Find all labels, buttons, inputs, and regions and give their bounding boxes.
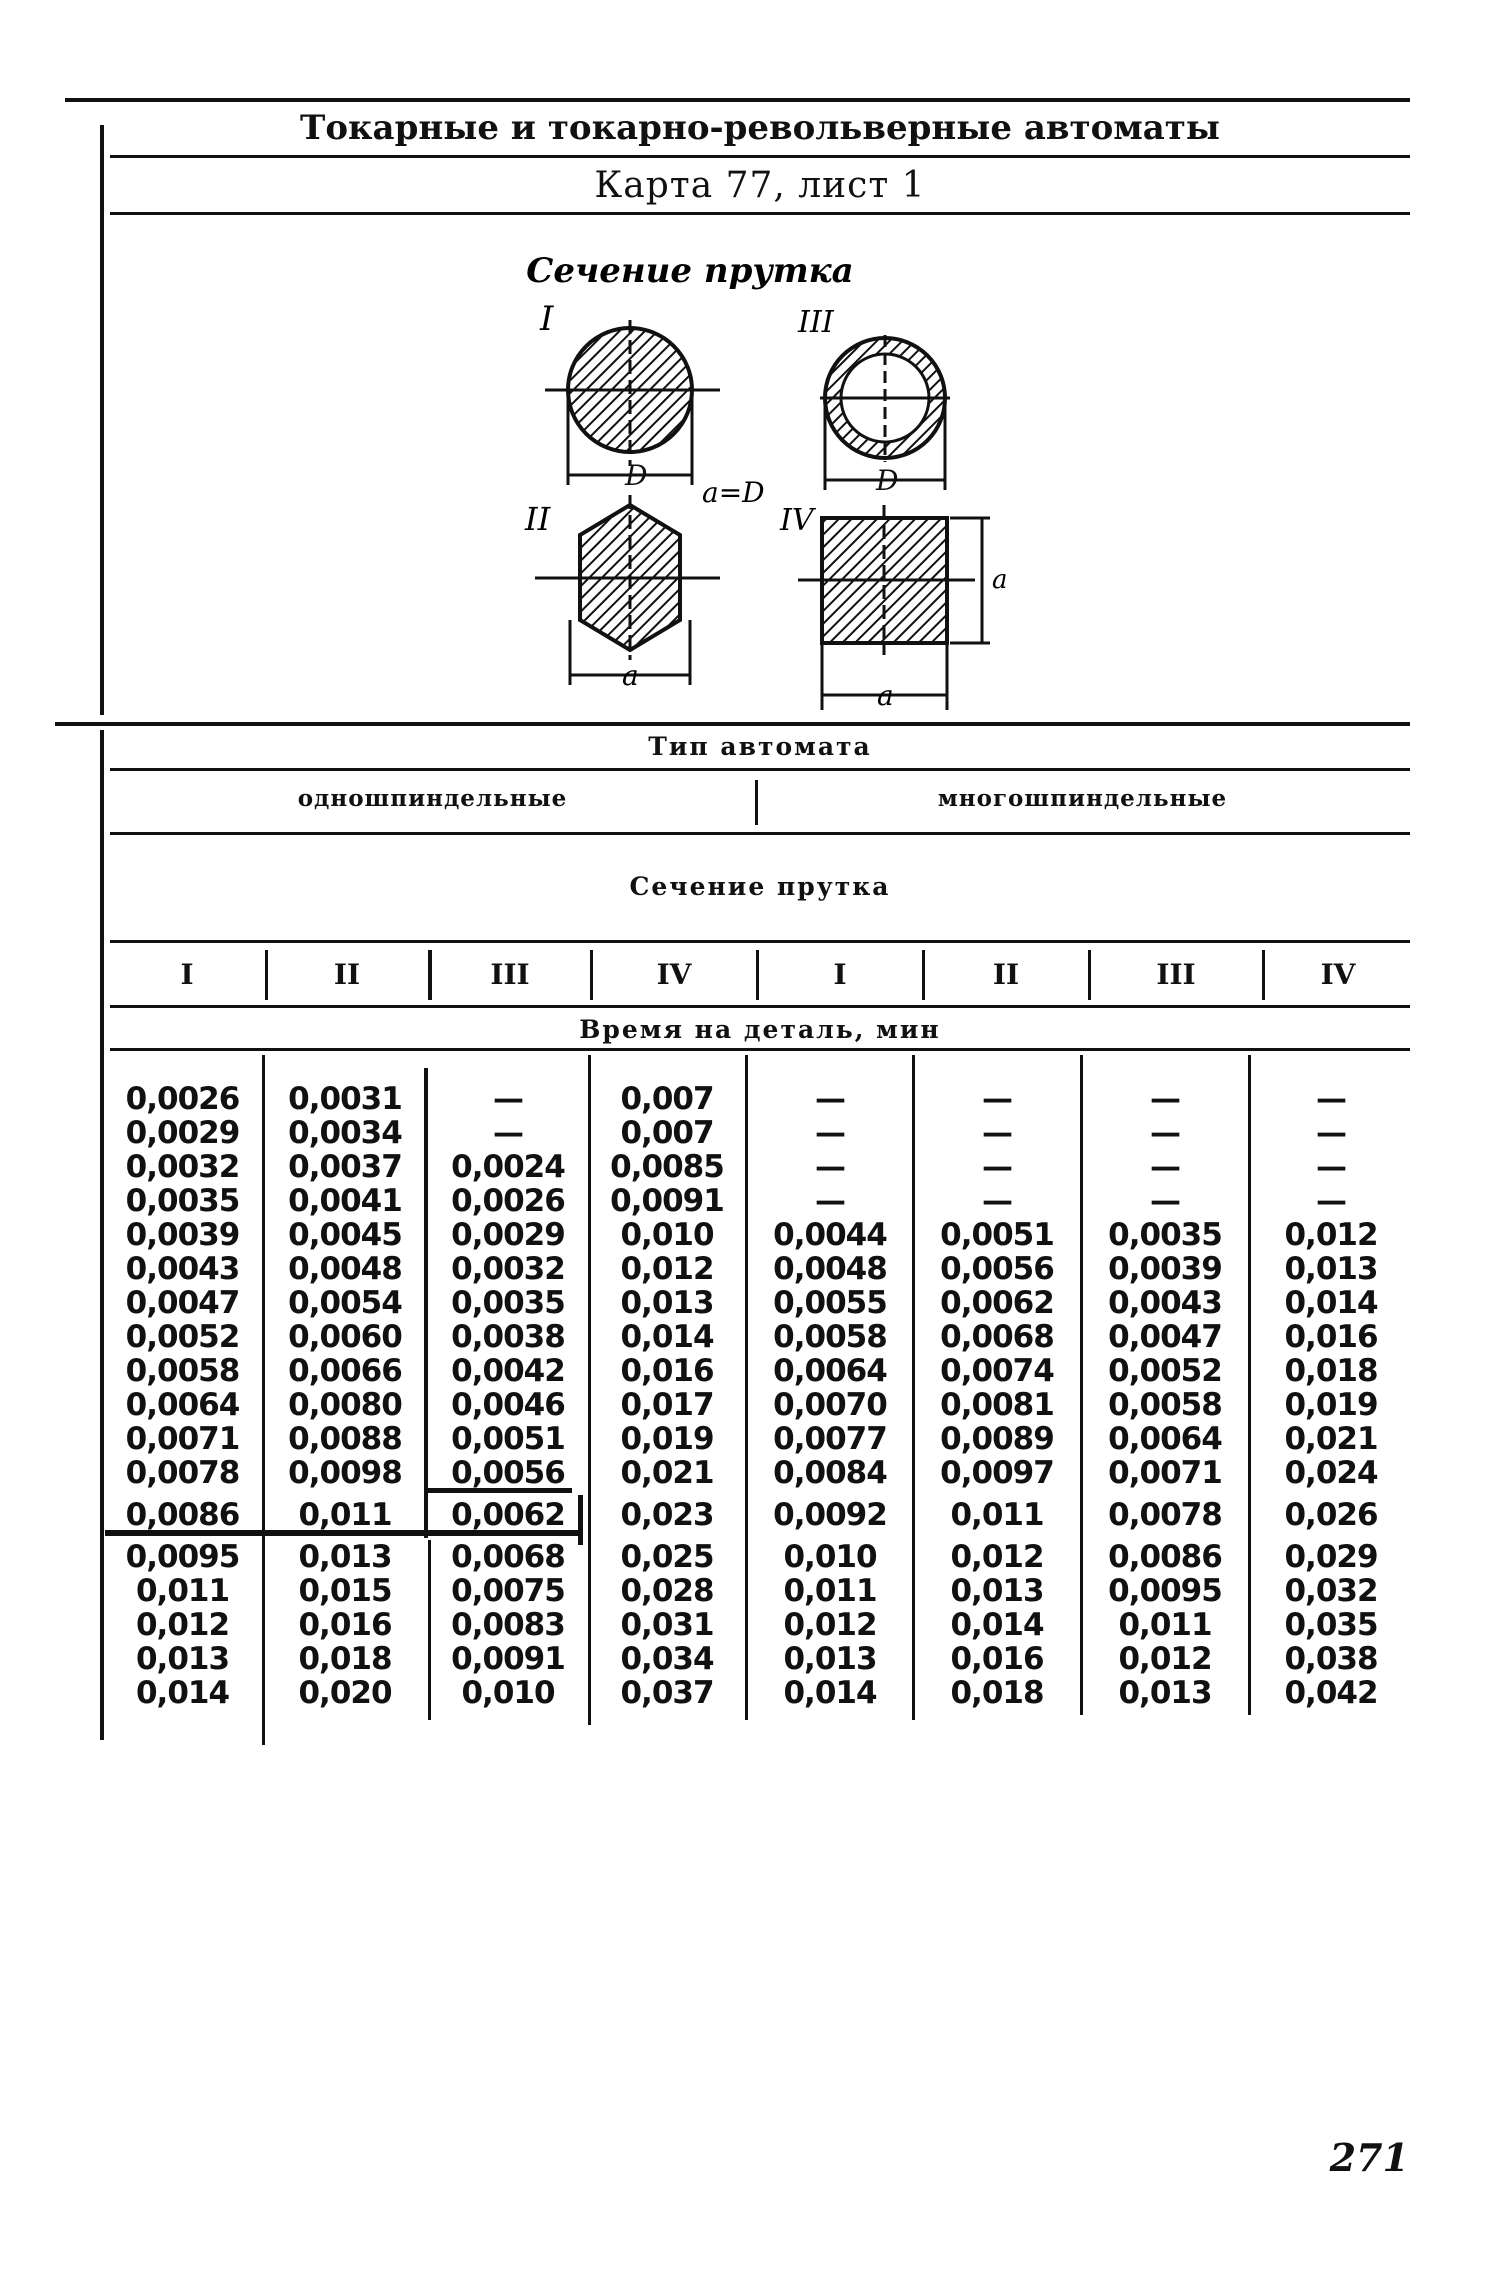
- table-cell: 0,0024: [451, 1149, 565, 1185]
- label-a2: a: [992, 565, 1008, 595]
- body-divider-1: [262, 1055, 265, 1745]
- table-cell: —: [1316, 1183, 1346, 1219]
- data-column-8: [1252, 1082, 1410, 1710]
- table-cell: 0,0035: [125, 1183, 240, 1219]
- left-frame-top: [100, 125, 104, 715]
- table-cell: 0,0080: [288, 1387, 402, 1423]
- top-rule: [65, 98, 1410, 102]
- table-cell: 0,0075: [451, 1573, 565, 1609]
- table-cell: 0,013: [135, 1641, 230, 1677]
- left-frame-bottom: [100, 730, 104, 1740]
- data-column-2: [266, 1082, 424, 1710]
- data-column-4: [592, 1082, 742, 1710]
- table-cell: 0,024: [1284, 1455, 1378, 1491]
- body-divider-4: [745, 1055, 748, 1720]
- single-spindle-heading: одношпиндельные: [297, 785, 568, 812]
- table-cell: 0,0032: [125, 1149, 240, 1185]
- table-cell: 0,0083: [451, 1607, 565, 1643]
- table-cell: 0,0029: [125, 1115, 240, 1151]
- table-cell: 0,0048: [773, 1251, 887, 1287]
- table-cell: 0,014: [1284, 1285, 1378, 1321]
- table-cell: 0,018: [1284, 1353, 1378, 1389]
- table-cell: 0,0034: [288, 1115, 402, 1151]
- table-cell: 0,0056: [940, 1251, 1054, 1287]
- body-divider-5: [912, 1055, 915, 1720]
- data-column-7: [1084, 1082, 1246, 1710]
- table-cell: 0,0091: [610, 1183, 724, 1219]
- table-cell: 0,0026: [451, 1183, 565, 1219]
- table-cell: 0,015: [298, 1573, 392, 1609]
- card-rule: [110, 212, 1410, 215]
- group-rule: [110, 832, 1410, 835]
- table-cell: 0,012: [1284, 1217, 1378, 1253]
- table-cell: 0,0084: [773, 1455, 887, 1491]
- table-cell: 0,0026: [125, 1081, 240, 1117]
- table-cell: —: [1316, 1149, 1346, 1185]
- table-cell: 0,0051: [940, 1217, 1054, 1253]
- machine-type-heading: Тип автомата: [648, 732, 872, 761]
- table-cell: 0,0035: [451, 1285, 565, 1321]
- label-D2: D: [876, 464, 899, 497]
- table-cell: 0,0035: [1108, 1217, 1222, 1253]
- page-number: 271: [1329, 2135, 1409, 2180]
- table-cell: —: [1316, 1115, 1346, 1151]
- table-cell: 0,0031: [288, 1081, 402, 1117]
- table-cell: 0,032: [1284, 1573, 1378, 1609]
- table-cell: 0,0070: [773, 1387, 887, 1423]
- table-cell: 0,0074: [940, 1353, 1054, 1389]
- bar-section-heading: Сечение прутка: [629, 872, 891, 901]
- table-cell: 0,0052: [1108, 1353, 1222, 1389]
- table-cell: 0,0089: [940, 1421, 1054, 1457]
- body-divider-2: [424, 1068, 428, 1538]
- table-cell: 0,0064: [773, 1353, 887, 1389]
- label-a1: a: [622, 659, 639, 692]
- table-cell: 0,0066: [288, 1353, 402, 1389]
- table-cell: 0,031: [620, 1607, 714, 1643]
- table-cell: 0,017: [620, 1387, 714, 1423]
- table-cell: 0,0029: [451, 1217, 565, 1253]
- table-cell: 0,0060: [288, 1319, 402, 1355]
- table-cell: 0,023: [620, 1497, 714, 1533]
- label-II: II: [525, 500, 551, 538]
- table-cell: 0,0071: [1108, 1455, 1222, 1491]
- head-divider-5: [922, 950, 925, 1000]
- table-cell: 0,0045: [288, 1217, 402, 1253]
- table-cell: 0,0085: [610, 1149, 724, 1185]
- table-cell: —: [982, 1183, 1012, 1219]
- diagram-bottom-rule: [55, 722, 1410, 726]
- table-cell: 0,0042: [451, 1353, 565, 1389]
- table-cell: 0,0044: [773, 1217, 887, 1253]
- table-cell: —: [1150, 1081, 1180, 1117]
- table-cell: 0,0047: [1108, 1319, 1222, 1355]
- label-a-eq-D: a=D: [702, 476, 765, 509]
- table-cell: —: [982, 1149, 1012, 1185]
- table-cell: 0,0078: [125, 1455, 240, 1491]
- label-I: I: [540, 299, 554, 339]
- table-cell: —: [815, 1183, 845, 1219]
- table-cell: 0,0058: [1108, 1387, 1222, 1423]
- table-cell: 0,037: [620, 1675, 714, 1711]
- table-cell: 0,014: [620, 1319, 714, 1355]
- table-cell: 0,0062: [451, 1497, 565, 1533]
- table-cell: —: [815, 1149, 845, 1185]
- table-cell: —: [493, 1081, 523, 1117]
- table-cell: 0,0038: [451, 1319, 565, 1355]
- group-divider: [755, 780, 758, 825]
- diagram-caption: Сечение прутка: [526, 251, 854, 291]
- bar-section-diagram: [480, 240, 1040, 720]
- title-rule: [110, 155, 1410, 158]
- table-cell: 0,0046: [451, 1387, 565, 1423]
- table-cell: 0,0062: [940, 1285, 1054, 1321]
- table-cell: 0,0041: [288, 1183, 402, 1219]
- table-cell: 0,011: [783, 1573, 877, 1609]
- table-cell: 0,013: [620, 1285, 714, 1321]
- table-cell: 0,0098: [288, 1455, 402, 1491]
- label-IV: IV: [780, 503, 814, 538]
- table-cell: 0,010: [620, 1217, 714, 1253]
- table-cell: 0,016: [950, 1641, 1044, 1677]
- table-cell: 0,0095: [125, 1539, 240, 1575]
- head-divider-3: [590, 950, 593, 1000]
- table-cell: 0,0081: [940, 1387, 1054, 1423]
- col-header-4: IV: [656, 958, 692, 991]
- table-cell: —: [815, 1081, 845, 1117]
- body-divider-3: [588, 1055, 591, 1725]
- table-cell: 0,029: [1284, 1539, 1378, 1575]
- table-cell: 0,0071: [125, 1421, 240, 1457]
- table-cell: —: [1316, 1081, 1346, 1117]
- type-rule: [110, 768, 1410, 771]
- col-header-3: III: [490, 958, 530, 991]
- data-column-1: [105, 1082, 260, 1710]
- table-cell: 0,013: [1118, 1675, 1212, 1711]
- table-cell: 0,012: [135, 1607, 230, 1643]
- table-cell: —: [982, 1115, 1012, 1151]
- label-D1: D: [625, 459, 648, 492]
- table-cell: 0,0054: [288, 1285, 402, 1321]
- table-cell: 0,007: [620, 1081, 714, 1117]
- col-header-rule: [110, 1005, 1410, 1008]
- table-cell: 0,012: [620, 1251, 714, 1287]
- table-cell: 0,011: [950, 1497, 1044, 1533]
- table-cell: 0,0095: [1108, 1573, 1222, 1609]
- table-cell: 0,0068: [451, 1539, 565, 1575]
- head-divider-2: [428, 950, 432, 1000]
- col-header-6: II: [992, 958, 1020, 991]
- table-cell: 0,020: [298, 1675, 392, 1711]
- head-divider-1: [265, 950, 268, 1000]
- table-cell: 0,042: [1284, 1675, 1378, 1711]
- table-cell: 0,035: [1284, 1607, 1378, 1643]
- table-cell: 0,0077: [773, 1421, 887, 1457]
- data-column-3: [430, 1082, 586, 1710]
- table-cell: 0,012: [1118, 1641, 1212, 1677]
- table-cell: 0,018: [298, 1641, 392, 1677]
- head-divider-6: [1088, 950, 1091, 1000]
- table-cell: 0,0078: [1108, 1497, 1222, 1533]
- table-cell: 0,007: [620, 1115, 714, 1151]
- table-cell: 0,012: [783, 1607, 877, 1643]
- table-cell: 0,0037: [288, 1149, 402, 1185]
- table-cell: 0,018: [950, 1675, 1044, 1711]
- table-cell: 0,0048: [288, 1251, 402, 1287]
- data-column-5: [750, 1082, 910, 1710]
- table-cell: 0,0043: [125, 1251, 240, 1287]
- col-header-8: IV: [1320, 958, 1356, 991]
- time-per-part-heading: Время на деталь, мин: [579, 1015, 941, 1044]
- body-divider-6: [1080, 1055, 1083, 1715]
- section-tube: [797, 305, 950, 497]
- table-cell: 0,013: [783, 1641, 877, 1677]
- table-cell: 0,016: [298, 1607, 392, 1643]
- table-cell: 0,0086: [125, 1497, 240, 1533]
- head-divider-7: [1262, 950, 1265, 1000]
- table-cell: 0,019: [1284, 1387, 1378, 1423]
- page-title: Токарные и токарно-револьверные автоматы: [300, 108, 1220, 148]
- table-cell: 0,010: [461, 1675, 555, 1711]
- table-cell: 0,013: [1284, 1251, 1378, 1287]
- table-cell: —: [815, 1115, 845, 1151]
- label-a3: a: [877, 679, 894, 712]
- card-label: Карта 77, лист 1: [594, 165, 926, 206]
- table-cell: 0,0058: [773, 1319, 887, 1355]
- table-cell: 0,014: [783, 1675, 877, 1711]
- table-cell: 0,0091: [451, 1641, 565, 1677]
- data-column-6: [916, 1082, 1078, 1710]
- table-cell: 0,0088: [288, 1421, 402, 1457]
- table-cell: 0,0039: [125, 1217, 240, 1253]
- table-cell: 0,010: [783, 1539, 877, 1575]
- col-header-1: I: [180, 958, 194, 991]
- body-divider-7: [1248, 1055, 1251, 1715]
- col-header-7: III: [1156, 958, 1196, 991]
- table-cell: 0,016: [620, 1353, 714, 1389]
- table-cell: 0,0039: [1108, 1251, 1222, 1287]
- table-cell: 0,0056: [451, 1455, 565, 1491]
- table-cell: 0,0032: [451, 1251, 565, 1287]
- table-cell: 0,025: [620, 1539, 714, 1575]
- table-cell: —: [1150, 1183, 1180, 1219]
- table-cell: 0,0097: [940, 1455, 1054, 1491]
- table-cell: 0,0043: [1108, 1285, 1222, 1321]
- multi-spindle-heading: многошпиндельные: [937, 785, 1228, 812]
- table-cell: 0,013: [950, 1573, 1044, 1609]
- table-cell: —: [982, 1081, 1012, 1117]
- section-square: [779, 503, 1008, 712]
- table-cell: —: [493, 1115, 523, 1151]
- col-header-2: II: [333, 958, 361, 991]
- col-header-5: I: [833, 958, 847, 991]
- table-cell: 0,021: [620, 1455, 714, 1491]
- time-rule: [110, 1048, 1410, 1051]
- table-cell: 0,0058: [125, 1353, 240, 1389]
- table-cell: 0,016: [1284, 1319, 1378, 1355]
- table-cell: 0,021: [1284, 1421, 1378, 1457]
- table-cell: 0,0055: [773, 1285, 887, 1321]
- table-cell: 0,012: [950, 1539, 1044, 1575]
- section-rule: [110, 940, 1410, 943]
- section-round-solid: [539, 299, 720, 492]
- table-cell: 0,028: [620, 1573, 714, 1609]
- table-cell: 0,011: [1118, 1607, 1212, 1643]
- table-cell: 0,0092: [773, 1497, 887, 1533]
- table-cell: 0,0068: [940, 1319, 1054, 1355]
- table-cell: 0,011: [298, 1497, 392, 1533]
- table-cell: —: [1150, 1115, 1180, 1151]
- table-cell: 0,0064: [125, 1387, 240, 1423]
- label-III: III: [798, 305, 834, 340]
- table-cell: 0,013: [298, 1539, 392, 1575]
- head-divider-4: [756, 950, 759, 1000]
- table-cell: 0,011: [135, 1573, 230, 1609]
- table-cell: 0,0047: [125, 1285, 240, 1321]
- table-cell: —: [1150, 1149, 1180, 1185]
- table-cell: 0,014: [135, 1675, 230, 1711]
- table-cell: 0,026: [1284, 1497, 1378, 1533]
- section-hexagon: [524, 495, 720, 692]
- table-cell: 0,014: [950, 1607, 1044, 1643]
- table-cell: 0,019: [620, 1421, 714, 1457]
- table-cell: 0,0064: [1108, 1421, 1222, 1457]
- table-cell: 0,0052: [125, 1319, 240, 1355]
- table-cell: 0,034: [620, 1641, 714, 1677]
- table-cell: 0,0051: [451, 1421, 565, 1457]
- table-cell: 0,038: [1284, 1641, 1378, 1677]
- table-cell: 0,0086: [1108, 1539, 1222, 1575]
